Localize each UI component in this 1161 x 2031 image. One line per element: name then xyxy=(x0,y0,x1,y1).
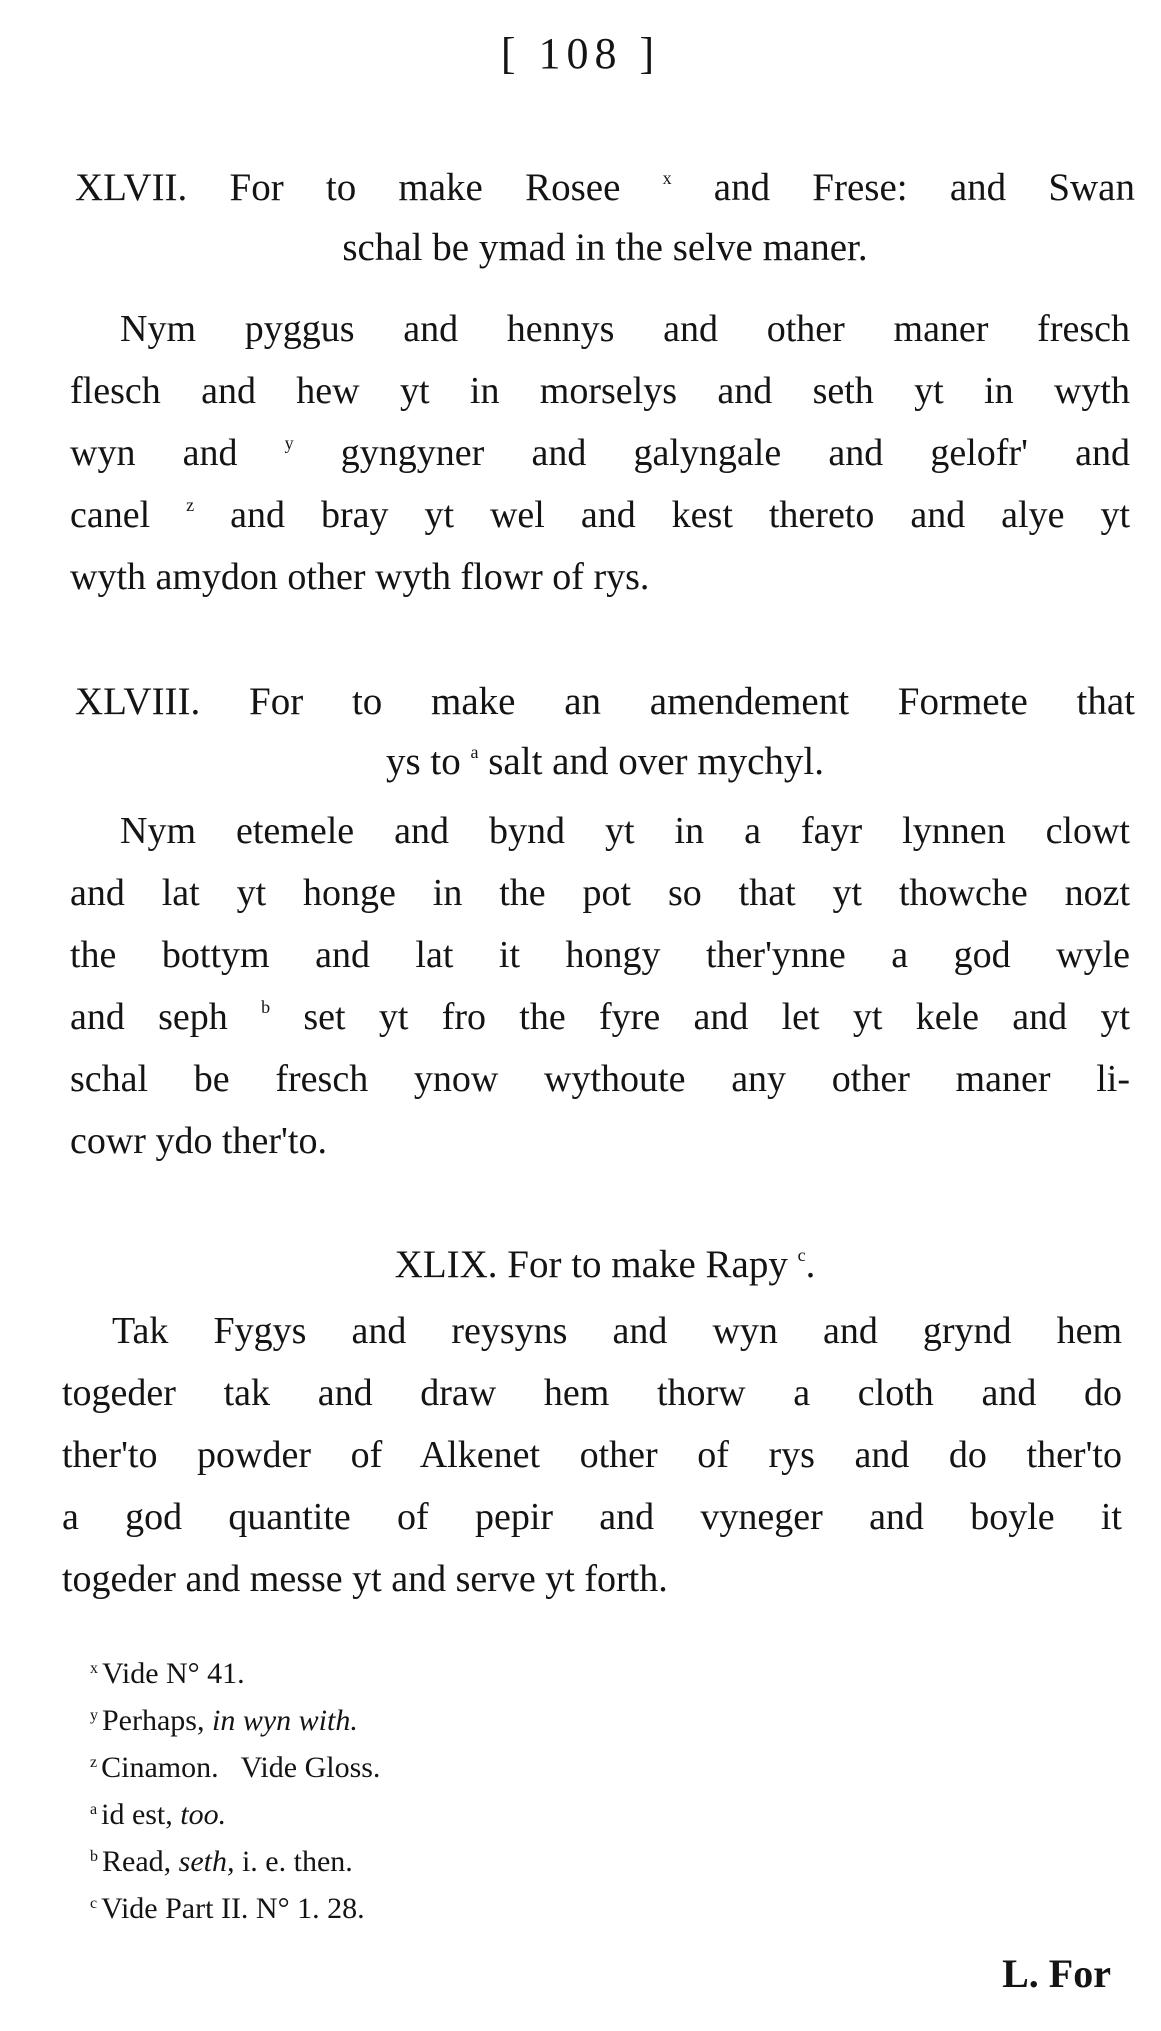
footnote: $^x$ Vide N° 41. xyxy=(90,1657,245,1690)
recipe-body-49 xyxy=(62,1300,1122,1610)
body-line: and lat yt honge in the pot so that yt thowche nozt xyxy=(70,872,1130,914)
body-line: canel $^z$ and bray yt wel and kest thereto and alye yt xyxy=(70,494,1131,536)
heading-line: ys to $^a$ salt and over mychyl. xyxy=(385,740,824,783)
body-line: Nym pyggus and hennys and other maner fresch xyxy=(120,308,1130,350)
page-number: [ 108 ] xyxy=(500,29,661,78)
recipe-body-48 xyxy=(70,800,1130,1172)
catchword: L. For xyxy=(1002,1951,1111,1996)
footnote: $^c$ Vide Part II. N° 1. 28. xyxy=(90,1892,365,1925)
body-line: schal be fresch ynow wythoute any other maner li- xyxy=(70,1058,1130,1100)
body-line: a god quantite of pepir and vyneger and boyle it xyxy=(62,1496,1122,1538)
body-line: togeder tak and draw hem thorw a cloth and do xyxy=(62,1372,1122,1414)
footnote-ref: a xyxy=(470,742,479,762)
recipe-heading-47 xyxy=(75,158,1135,278)
body-line: Nym etemele and bynd yt in a fayr lynnen clowt xyxy=(120,810,1130,852)
body-line: flesch and hew yt in morselys and seth yt in wyth xyxy=(70,370,1130,412)
footnote-ref: b xyxy=(261,997,271,1017)
body-line: wyth amydon other wyth flowr of rys. xyxy=(70,556,650,598)
footnote-ref: z xyxy=(186,495,195,515)
footnote-ref: y xyxy=(284,433,294,453)
body-line: Tak Fygys and reysyns and wyn and grynd hem xyxy=(112,1310,1122,1352)
heading-line: XLVIII. For to make an amendement Formete that xyxy=(75,680,1135,723)
footnote: $^z$ Cinamon. Vide Gloss. xyxy=(90,1751,381,1784)
recipe-heading-48 xyxy=(75,672,1135,792)
body-line: cowr ydo ther'to. xyxy=(70,1120,327,1162)
footnote: $^y$ Perhaps, in wyn with. xyxy=(90,1704,358,1737)
footnote: $^b$ Read, seth, i. e. then. xyxy=(90,1845,353,1878)
footnote-ref: c xyxy=(797,1245,806,1265)
body-line: and seph $^b$ set yt fro the fyre and let yt kele and yt xyxy=(70,996,1130,1038)
body-line: the bottym and lat it hongy ther'ynne a god wyle xyxy=(70,934,1130,976)
footnote-ref: x xyxy=(662,168,672,188)
footnote: $^a$ id est, too. xyxy=(90,1798,227,1831)
recipe-body-47 xyxy=(70,298,1130,608)
body-line: ther'to powder of Alkenet other of rys and do ther'to xyxy=(62,1434,1122,1476)
heading-line: XLVII. For to make Rosee $^x$ and Frese: and Swan xyxy=(75,166,1135,209)
heading-line: XLIX. For to make Rapy $^c$. xyxy=(394,1243,816,1286)
body-line: togeder and messe yt and serve yt forth. xyxy=(62,1558,668,1600)
recipe-heading-49 xyxy=(75,1235,1135,1295)
body-line: wyn and $^y$ gyngyner and galyngale and gelofr' and xyxy=(70,432,1130,474)
heading-line: schal be ymad in the selve maner. xyxy=(342,226,868,269)
footnotes xyxy=(90,1650,790,1932)
